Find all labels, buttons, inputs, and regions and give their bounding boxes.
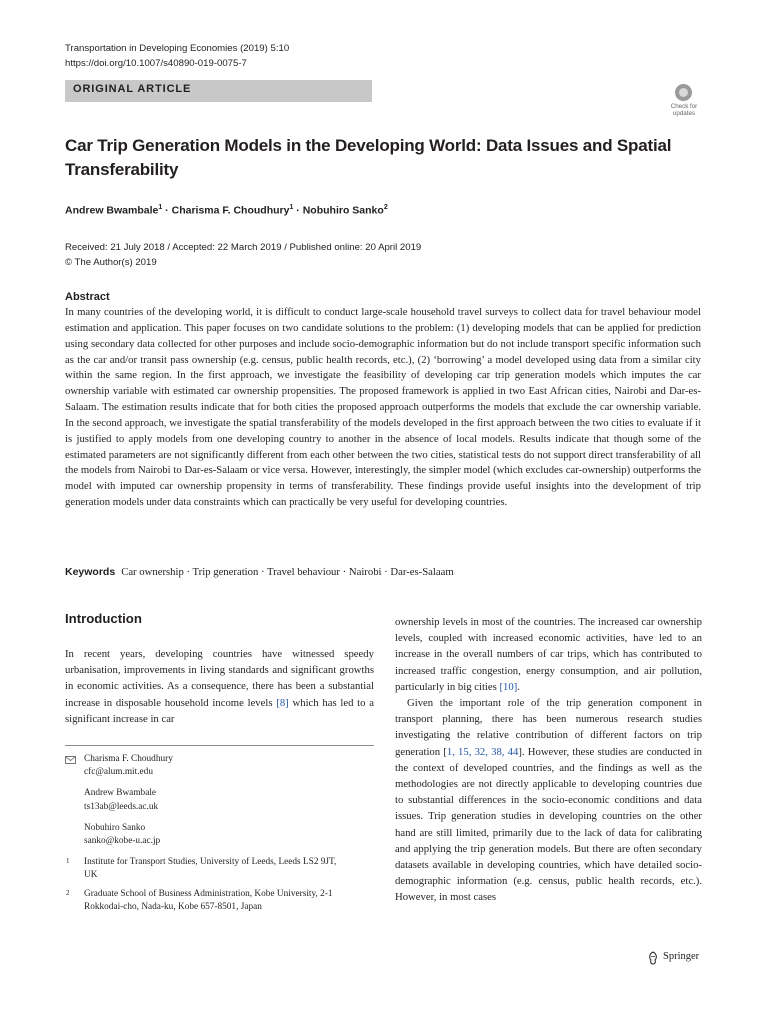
affiliation-text: Graduate School of Business Administration, Kobe University, 2-1 Rokkodai-cho, Nada-ku, Kobe 657-8501, Japan	[84, 889, 333, 913]
author-affiliation-mark: 1	[289, 204, 294, 211]
intro-paragraph-1-cont: ownership levels in most of the countries. The increased car ownership levels, coupled with increased economic activities, have led to an increase in the overall numbers of car trips, which has contributed to increased traffic congestion, energy consumption, and air pollution, particularly in big cities [10].	[395, 616, 702, 693]
contact-name: Nobuhiro Sanko	[84, 822, 146, 833]
contact-name: Andrew Bwambale	[84, 788, 157, 799]
author-affiliation-mark: 2	[383, 204, 388, 211]
journal-header	[65, 41, 289, 71]
contact-email[interactable]: ts13ab@leeds.ac.uk	[84, 801, 159, 812]
citation-link[interactable]: 1, 15, 32, 38, 44	[446, 745, 519, 758]
citation-link[interactable]: [10]	[499, 680, 518, 693]
author-name[interactable]: Charisma F. Choudhury	[171, 204, 290, 217]
abstract-text: In many countries of the developing world, it is difficult to conduct large-scale household travel surveys to collect data for travel behaviour model estimation and application. This paper focuses on two candidate solutions to the problem: (1) developing models that can be applied for prediction using secondary data collected for other purposes and include socio-demographic information but do not include transport specific information such as the car and/or transit pass ownership (e.g. census, public health records, etc.), (2) ‘borrowing’ a model developed using data from a similar city within the same region. In the first approach, we investigate the feasibility of developing car trip generation models which imputes the car ownership variable with estimated car ownership propensities. The proposed framework is applied in two East African cities, Nairobi and Dar-es-Salaam. The estimation results indicate that for both cities the proposed approach outperforms the models that exclude the car ownership variable. In the second approach, we investigate the spatial transferability of the models developed in the first approach between the two cities to evaluate if it is justified to apply models from one developing country to another in the absence of local models. Results indicate that though some of the estimated parameters are not significantly different from each other between the two cities, statistical tests do not support direct transferability of all the models from Nairobi to Dar-es-Salaam or vice versa. However, interestingly, the simpler model (which excludes car-ownership) outperforms the model with imputed car ownership propensity in terms of transferability. These findings provide useful insights into the development of trip generation models under data constraints which can practically be very useful for developing countries.	[65, 306, 701, 509]
abstract-heading: Abstract	[65, 291, 110, 303]
contact-entry	[84, 753, 374, 779]
article-type-banner	[65, 80, 372, 102]
envelope-icon	[65, 756, 76, 764]
paper-title: Car Trip Generation Models in the Developing World: Data Issues and Spatial Transferability	[65, 136, 672, 179]
doi-link[interactable]: https://doi.org/10.1007/s40890-019-0075-7	[65, 58, 247, 69]
author-list	[65, 204, 388, 217]
contact-email[interactable]: cfc@alum.mit.edu	[84, 767, 153, 778]
author-separator: ·	[293, 204, 303, 217]
corresponding-contacts	[84, 753, 374, 848]
check-for-updates-badge[interactable]	[665, 83, 703, 125]
article-type-label: ORIGINAL ARTICLE	[73, 83, 192, 95]
intro-paragraph-2: Given the important role of the trip generation component in transport planning, there has been numerous research studies investigating the relative contribution of different factors on trip generation [1, 15, 32, 38, 44]. However, these studies are conducted in the context of developed countries, and the findings as well as the methodologies are not directly applicable to developing countries due to substantial differences in the socio-economic conditions and data issues. Trip generation studies in developing countries on the other hand are still limited, primarily due to the lack of data for calibrating and applying the trip generation models. But there are often secondary datasets available in developing countries, which have detailed socio-demographic information (e.g. census, public health records, etc.). However, in most cases	[395, 697, 702, 904]
springer-logo-icon	[647, 951, 659, 965]
copyright-line: © The Author(s) 2019	[65, 257, 157, 268]
intro-paragraph-1: In recent years, developing countries have witnessed speedy urbanisation, improvements in living standards and significant growths in economic activities. As a consequence, there has been a substantial increase in disposable household income levels [8] which has led to a significant increase in car	[65, 648, 374, 725]
crossmark-label: Check for updates	[670, 103, 698, 117]
author-name[interactable]: Andrew Bwambale	[65, 204, 159, 217]
introduction-column-right	[395, 614, 702, 906]
author-separator: ·	[162, 204, 172, 217]
keywords-list: Car ownership · Trip generation · Travel behaviour · Nairobi · Dar-es-Salaam	[121, 566, 454, 578]
publication-dates	[65, 240, 421, 270]
intro-p1-continued: which has led to a significant increase in car	[65, 696, 374, 725]
contact-email[interactable]: sanko@kobe-u.ac.jp	[84, 836, 161, 847]
introduction-column-left	[65, 646, 374, 727]
author-affiliation-mark: 1	[158, 204, 163, 211]
journal-citation: Transportation in Developing Economies (2019) 5:10	[65, 43, 290, 54]
author-name[interactable]: Nobuhiro Sanko	[302, 204, 384, 217]
affiliation-number: 1	[66, 857, 70, 865]
affiliation-number: 2	[66, 889, 70, 897]
keywords-heading: Keywords	[65, 566, 116, 578]
contact-entry	[84, 822, 374, 848]
affiliation-text: Institute for Transport Studies, University of Leeds, Leeds LS2 9JT, UK	[84, 857, 337, 881]
footnote-divider	[65, 745, 374, 746]
introduction-heading: Introduction	[65, 611, 142, 626]
publisher-name: Springer	[663, 951, 700, 962]
contact-name: Charisma F. Choudhury	[84, 754, 173, 764]
dates-line: Received: 21 July 2018 / Accepted: 22 March 2019 / Published online: 20 April 2019	[65, 242, 422, 253]
keywords	[65, 566, 705, 578]
citation-link[interactable]: [8]	[276, 696, 289, 709]
crossmark-icon	[675, 84, 692, 101]
contact-entry	[84, 787, 374, 813]
intro-p1-right: ownership levels in most of the countries. The increased car ownership levels, coupled with increased economic activities, have led to an increase in the overall numbers of car trips, which has contributed to increased traffic congestion, energy consumption, and air pollution, particularly in big cities	[395, 616, 702, 693]
